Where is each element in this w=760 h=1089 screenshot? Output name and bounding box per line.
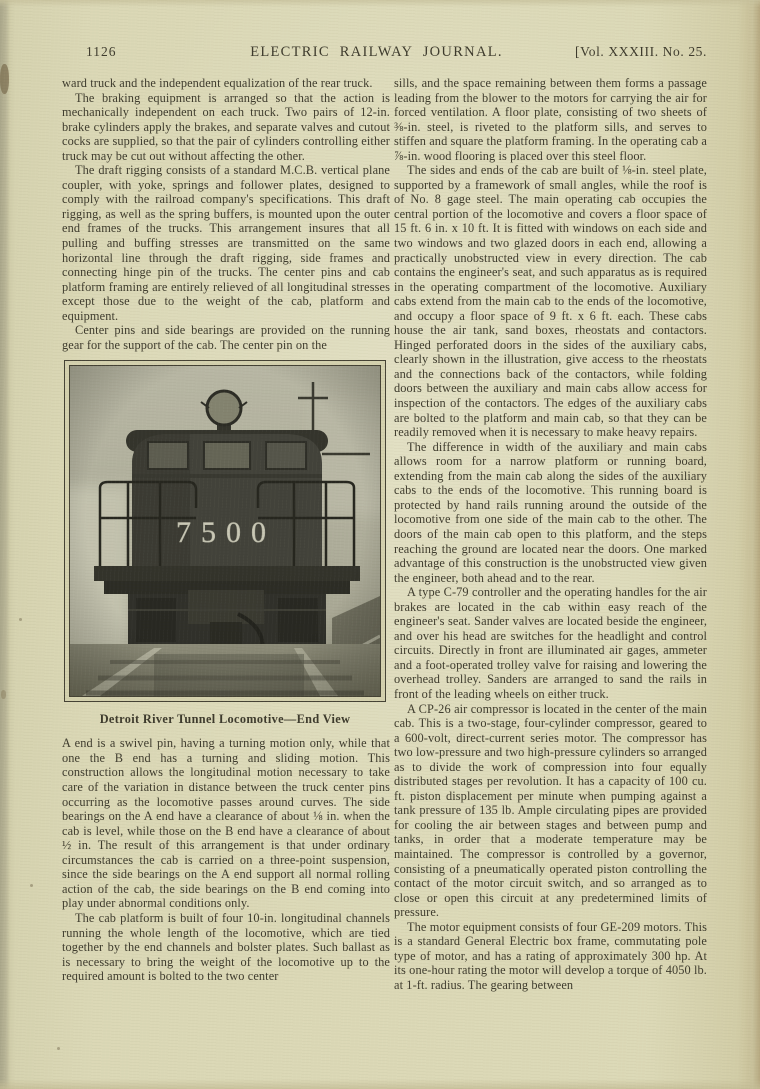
body-paragraph: ward truck and the independent equalization of the rear truck. (62, 76, 373, 90)
figure-caption: Detroit River Tunnel Locomotive—End View (99, 712, 351, 727)
scan-artifact (0, 64, 9, 94)
locomotive-photo (69, 365, 381, 697)
scan-edge-top (0, 0, 760, 7)
body-paragraph: A CP-26 air compressor is located in the center of the main cab. This is a two-stage, four-cylinder compressor, geared to a 600-volt, direct-current series motor. The compressor has two low-pressure and two high-pressure cylinders so arranged as to divide the work of compression into four equally distributed stages per revolution. It has a capacity of 100 cu. ft. piston displacement per minute when pumping against a tank pressure of 135 lb. Ample circulating pipes are provided for cooling the air between stages and between pump and tanks, in order that a moderate temperature may be maintained. The compressor is controlled by a governor, consisting of a pneumatically operated piston controlling the contact of the motor circuit switch, and so arranged as to close or open this circuit at any predetermined limits of pressure. (394, 701, 707, 920)
left-column (62, 76, 390, 984)
photo-vignette (70, 366, 380, 696)
scan-artifact (30, 884, 33, 887)
scan-edge-left (0, 0, 10, 1089)
body-paragraph: The braking equipment is arranged so that the action is mechanically independent on each truck. Two pairs of 12-in. brake cylinders apply the brakes, and separate valves and cutout cocks are supplied, so that the pair of cylinders controlling either truck may be cut out without affecting the other. (62, 90, 390, 163)
body-paragraph: The cab platform is built of four 10-in. longitudinal channels running the whole length of the locomotive, which are tied together by the end channels and bolster plates. Such ballast as is necessary to bring the weight of the locomotive up to the required amount is bolted to the two center (62, 910, 390, 984)
body-paragraph: Center pins and side bearings are provided on the running gear for the support of the cab. The center pin on the (62, 323, 390, 352)
scan-edge-right (745, 0, 760, 1089)
journal-title: ELECTRIC RAILWAY JOURNAL. (250, 44, 503, 60)
body-paragraph: The draft rigging consists of a standard M.C.B. vertical plane coupler, with yoke, springs and follower plates, designed to comply with the railroad company's specifications. This draft rigging, as well as the spring buffers, is mounted upon the outer end frames of the trucks. This arrangement insures that all pulling and buffing stresses are transmitted on the same horizontal line through the draft rigging, side frames and connecting hinge pin of the trucks. The center pins and cab platform framing are entirely relieved of all longitudinal stresses except those due to the weight of the cab, platform and equipment. (62, 163, 390, 323)
right-column (394, 76, 707, 992)
body-paragraph: The sides and ends of the cab are built of ⅛-in. steel plate, supported by a framework of small angles, while the roof is of No. 8 gage steel. The main operating cab occupies the central portion of the locomotive and covers a floor space of 15 ft. 6 in. x 10 ft. It is fitted with windows on each side and two windows and two glazed doors in each end, allowing a practically unobstructed view in every direction. The cab contains the engineer's seat, and such apparatus as is required in the operating compartment of the locomotive. Auxiliary cabs extend from the main cab to the ends of the locomotive, and occupy a floor space of 9 ft. x 6 ft. each. These cabs house the air tank, sand boxes, rheostats and contactors. Hinged perforated doors in the sides of the auxiliary cabs, clearly shown in the illustration, give access to the rheostats and the connections back of the contactors, while folding doors between the auxiliary and main cabs allow access for inspection of the contactors. The edges of the auxiliary cabs are bolted to the platform and main cab, so that they can be readily removed when it is necessary to make heavy repairs. (394, 163, 707, 440)
page-header (62, 44, 707, 61)
scan-artifact (57, 1047, 60, 1050)
scan-edge-bottom (0, 1079, 760, 1089)
locomotive-end-view-illustration (70, 366, 380, 696)
scan-artifact (1, 690, 6, 699)
volume-issue-info: [Vol. XXXIII. No. 25. (575, 44, 707, 59)
page-number: 1126 (86, 44, 117, 59)
body-paragraph: A type C-79 controller and the operating handles for the air brakes are located in the cab within easy reach of the engineer's seat. Sander valves are located beside the engineer, and over his head are switches for the headlight and control circuits. Directly in front are illuminated air gages, ammeter and a foot-operated trolley valve for raising and lowering the overhead trolley. Sanders are arranged to sand the rails in front of the leading wheels on either truck. (394, 585, 707, 701)
body-paragraph: The difference in width of the auxiliary and main cabs allows room for a narrow platform or running board, extending from the main cab along the sides of the auxiliary cabs to the ends of the locomotive. This running board is protected by hand rails running around the outside of the locomotive from one side of the main cab to the other. The doors of the main cab open to this platform, and the steps reaching the ground are located near the doors. One marked advantage of this construction is the unobstructed view given the engineer, both ahead and to the rear. (394, 439, 707, 585)
scan-artifact (19, 618, 22, 621)
body-paragraph: The motor equipment consists of four GE-209 motors. This is a standard General Electric box frame, commutating pole type of motor, and has a rating of approximately 300 hp. At its one-hour rating the motor will develop a torque of 4050 lb. at 1-ft. radius. The gearing between (394, 919, 707, 992)
photo-frame (64, 360, 386, 702)
body-paragraph: A end is a swivel pin, having a turning motion only, while that one the B end has a turning and sliding motion. This construction allows the longitudinal motion necessary to take care of the variation in distance between the truck center pins occurring as the locomotive passes around curves. The side bearings on the A end have a clearance of about ⅛ in. when the cab is level, while those on the B end have a clearance of about ½ in. The result of this arrangement is that under ordinary circumstances the cab is carried on a three-point suspension, since the side bearings on the A end support all normal rolling action of the cab, the side bearings on the B end coming into play under abnormal conditions only. (62, 736, 390, 911)
locomotive-figure (64, 360, 386, 727)
body-paragraph: sills, and the space remaining between them forms a passage leading from the blower to the motors for carrying the air for forced ventilation. A floor plate, consisting of two sheets of ⅜-in. steel, is riveted to the platform sills, and serves to stiffen and square the platform framing. In the operating cab a ⅞-in. wood flooring is placed over this steel floor. (394, 76, 707, 163)
